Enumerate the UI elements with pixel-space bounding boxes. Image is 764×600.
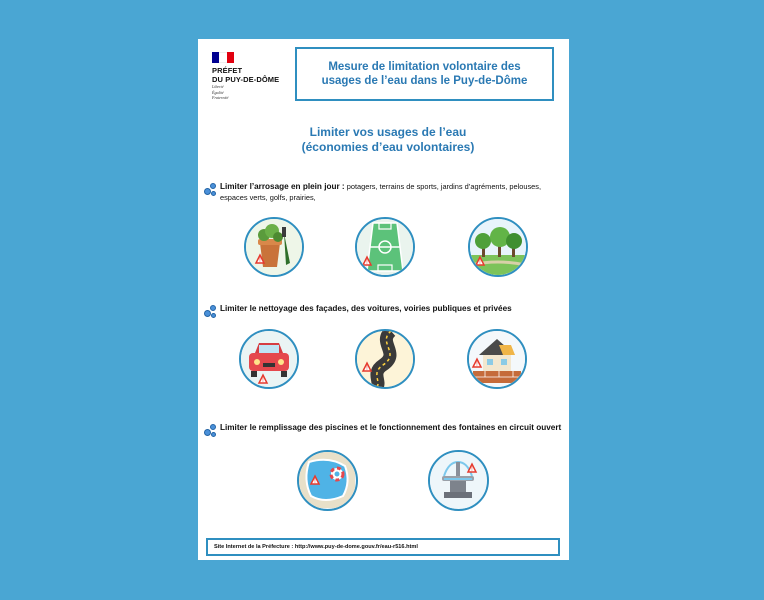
- car-icon: [239, 329, 299, 389]
- prefet-line1: PRÉFET: [212, 66, 243, 75]
- subtitle-line2: (économies d’eau volontaires): [301, 140, 475, 154]
- french-flag-icon: [212, 52, 234, 63]
- section-arrosage: [204, 181, 562, 203]
- title-box: [295, 47, 554, 101]
- svg-text:!: !: [366, 366, 368, 372]
- svg-text:!: !: [476, 362, 478, 368]
- svg-text:!: !: [471, 467, 473, 473]
- footer-url-link[interactable]: http://www.puy-de-dome.gouv.fr/eau-r516.html: [294, 544, 418, 550]
- fountain-icon: [428, 450, 489, 511]
- section-1-rest: potagers, terrains de sports, jardins d’agréments, pelouses, espaces verts, golfs, prairies,: [220, 182, 542, 202]
- water-drops-icon: [204, 183, 218, 197]
- house-facade-icon: [467, 329, 527, 389]
- water-drops-icon: [204, 305, 218, 319]
- svg-text:!: !: [479, 260, 481, 266]
- park-trees-icon: [468, 217, 528, 277]
- section-2-text: Limiter le nettoyage des façades, des voitures, voiries publiques et privées: [220, 304, 512, 313]
- plant-pot-icon: [244, 217, 304, 277]
- footer-label: Site Internet de la Préfecture :: [214, 544, 295, 550]
- section-3-text: Limiter le remplissage des piscines et le fonctionnement des fontaines en circuit ouvert: [220, 423, 562, 432]
- section-nettoyage: [204, 303, 562, 314]
- motto-liberte: Liberté: [212, 84, 224, 89]
- svg-text:!: !: [314, 479, 316, 485]
- subtitle-line1: Limiter vos usages de l’eau: [309, 125, 467, 139]
- page-subtitle: [238, 125, 538, 155]
- road-icon: [355, 329, 415, 389]
- prefet-line2: DU PUY-DE-DÔME: [212, 74, 280, 84]
- title-line1: Mesure de limitation volontaire des: [328, 60, 521, 73]
- title-line2: usages de l’eau dans le Puy-de-Dôme: [321, 75, 528, 87]
- motto-egalite: Égalité: [212, 89, 224, 95]
- section-piscines: [204, 422, 562, 433]
- poster-sheet: [198, 39, 569, 560]
- motto-fraternite: Fraternité: [212, 95, 229, 101]
- swimming-pool-icon: [297, 450, 358, 511]
- water-drops-icon: [204, 424, 218, 438]
- footer-website-box: [206, 538, 560, 556]
- svg-text:!: !: [262, 378, 264, 384]
- prefecture-logo: [212, 52, 292, 101]
- svg-text:!: !: [366, 260, 368, 266]
- svg-text:!: !: [259, 258, 261, 264]
- section-1-bold: Limiter l’arrosage en plein jour :: [220, 182, 345, 191]
- football-field-icon: [355, 217, 415, 277]
